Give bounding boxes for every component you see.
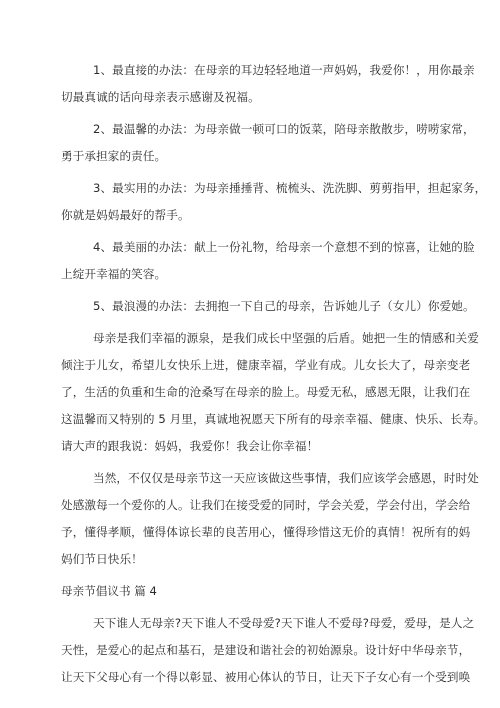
paragraph-1-line-3: 了，生活的负重和生命的沧桑写在母亲的脸上。母爱无私，感恩无限，让我们在: [61, 385, 471, 399]
paragraph-3-line-1: 天下谁人无母亲?天下谁人不受母爱?天下谁人不爱母?母爱，爱母，是人之: [93, 616, 475, 630]
paragraph-2: [61, 470, 479, 567]
method-4-line-1: 4、最美丽的办法：献上一份礼物，给母亲一个意想不到的惊喜，让她的脸: [93, 240, 475, 254]
paragraph-2-line-2: 处感激每一个爱你的人。让我们在接受爱的同时，学会关爱，学会付出，学会给: [61, 498, 471, 512]
paragraph-1-line-1: 母亲是我们幸福的源泉，是我们成长中坚强的后盾。她把一生的情感和关爱: [93, 331, 479, 345]
method-2-line-2: 勇于承担家的责任。: [61, 149, 167, 163]
method-1-line-2: 切最真诚的话向母亲表示感谢及祝福。: [61, 90, 260, 104]
paragraph-2-line-4: 妈们节日快乐！: [61, 552, 143, 566]
paragraph-3: [61, 615, 475, 685]
paragraph-2-line-1: 当然，不仅仅是母亲节这一天应该做这些事情，我们应该学会感恩，时时处: [93, 471, 479, 485]
paragraph-2-line-3: 予，懂得孝顺，懂得体谅长辈的良苦用心，懂得珍惜这无价的真情！祝所有的妈: [61, 525, 471, 539]
section-heading: 母亲节倡议书 篇 4: [61, 584, 157, 598]
method-1-line-1: 1、最直接的办法：在母亲的耳边轻轻地道一声妈妈，我爱你！，用你最亲: [93, 63, 475, 77]
paragraph-1-line-4: 这温馨而又特别的 5 月里，真诚地祝愿天下所有的母亲幸福、健康、快乐、长寿。: [61, 412, 486, 426]
method-list: [61, 62, 487, 314]
paragraph-1-line-5: 请大声的跟我说：妈妈，我爱你！我会让你幸福！: [61, 439, 319, 453]
paragraph-3-line-2: 天性，是爱心的起点和基石，是建设和谐社会的初始源泉。设计好中华母亲节，: [61, 643, 471, 657]
paragraph-1: [61, 330, 486, 454]
paragraph-1-line-2: 倾注于儿女，希望儿女快乐上进，健康幸福，学业有成。儿女长大了，母亲变老: [61, 358, 471, 372]
method-4-line-2: 上绽开幸福的笑容。: [61, 267, 167, 281]
method-5-line-1: 5、最浪漫的办法：去拥抱一下自己的母亲，告诉她儿子（女儿）你爱她。: [93, 299, 475, 313]
method-3-line-1: 3、最实用的办法：为母亲捶捶背、梳梳头、洗洗脚、剪剪指甲，担起家务，: [93, 181, 487, 195]
paragraph-3-line-3: 让天下父母心有一个得以彰显、被用心体认的节日，让天下子女心有一个受到唤: [61, 670, 471, 684]
method-2-line-1: 2、最温馨的办法：为母亲做一顿可口的饭菜，陪母亲散散步，唠唠家常，: [93, 122, 475, 136]
method-3-line-2: 你就是妈妈最好的帮手。: [61, 208, 190, 222]
